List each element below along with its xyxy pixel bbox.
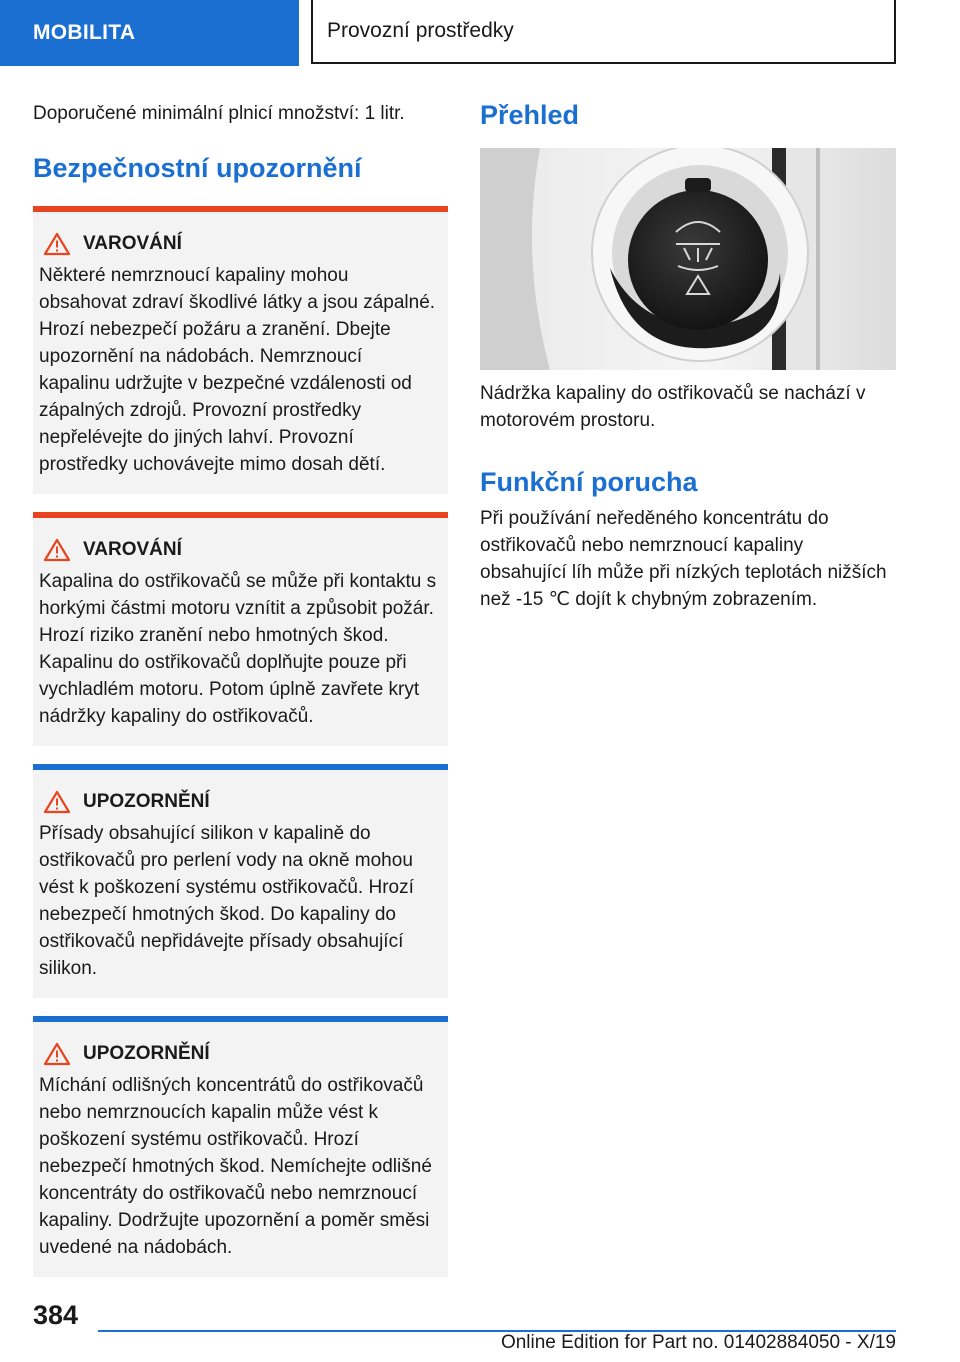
warning-triangle-icon [43, 790, 71, 814]
warning-box-1 [33, 206, 448, 494]
warning-triangle-icon [43, 1042, 71, 1066]
left-column [33, 100, 448, 1277]
warning-triangle-icon [43, 232, 71, 256]
malfunction-text: Při používání neředěného koncentrátu do ostřikovačů nebo nemrznoucí kapaliny obsahující líh může při nízkých teplotách nižších než -15 ℃ dojít k chybným zobrazením. [480, 508, 887, 610]
chapter-title: Provozní prostředky [327, 19, 514, 42]
photo-caption: Nádržka kapaliny do ostřikovačů se nachází v motorovém prostoru. [480, 383, 866, 431]
overview-heading: Přehled [480, 100, 580, 130]
right-column [480, 100, 896, 610]
section-title: MOBILITA [33, 21, 136, 44]
intro-text: Doporučené minimální plnicí množství: 1 litr. [33, 103, 405, 124]
caution-box-1 [33, 764, 448, 998]
section-tab [0, 0, 299, 66]
caution-box-2 [33, 1016, 448, 1277]
warning-title: VAROVÁNÍ [83, 233, 182, 254]
malfunction-heading: Funkční porucha [480, 467, 698, 497]
caution-title: UPOZORNĚNÍ [83, 1043, 210, 1064]
edition-text: Online Edition for Part no. 01402884050 - X/19 [500, 1332, 896, 1353]
safety-heading: Bezpečnostní upozornění [33, 153, 362, 183]
warning-text: Některé nemrznoucí kapaliny mohou obsahovat zdraví škodlivé látky a jsou zápalné. Hrozí nebezpečí požáru a zranění. Dbejte upozornění na nádobách. Nemrznoucí kapalinu udržujte v bezpečné vzdálenosti od zápalných zdrojů. Provozní prostředky nepřelévejte do jiných lahví. Provozní prostředky uchovávejte mimo dosah dětí. [39, 265, 436, 475]
warning-triangle-icon [43, 538, 71, 562]
caution-title: UPOZORNĚNÍ [83, 791, 210, 812]
warning-box-2 [33, 512, 448, 746]
page-number: 384 [33, 1300, 79, 1330]
chapter-header [311, 0, 896, 64]
caution-text: Míchání odlišných koncentrátů do ostřikovačů nebo nemrznoucích kapalin může vést k poškození systému ostřikovačů. Hrozí nebezpečí hmotných škod. Nemíchejte odlišné koncentráty do ostřikovačů nebo nemrznoucí kapaliny. Dodržujte upozornění a poměr směsi uvedené na nádobách. [39, 1075, 432, 1258]
washer-reservoir-photo [480, 148, 896, 370]
warning-text: Kapalina do ostřikovačů se může při kontaktu s horkými částmi motoru vznítit a způsobit požár. Hrozí riziko zranění nebo hmotných škod. Kapalinu do ostřikovačů doplňujte pouze při vychladlém motoru. Potom úplně zavřete kryt nádržky kapaliny do ostřikovačů. [39, 571, 437, 727]
caution-text: Přísady obsahující silikon v kapalině do ostřikovačů pro perlení vody na okně mohou vést k poškození systému ostřikovačů. Hrozí nebezpečí hmotných škod. Do kapaliny do ostřikovačů nepřidávejte přísady obsahující silikon. [39, 823, 414, 979]
warning-title: VAROVÁNÍ [83, 539, 182, 560]
